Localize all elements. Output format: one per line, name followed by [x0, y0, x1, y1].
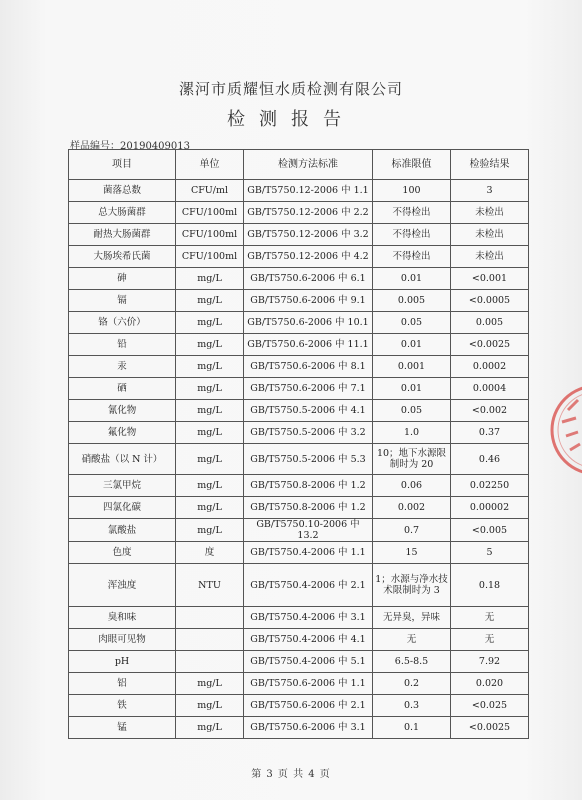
cell-result: <0.025: [451, 695, 529, 717]
cell-item: 臭和味: [69, 607, 176, 629]
table-row: [69, 224, 529, 246]
cell-method: GB/T5750.6-2006 中 2.1: [244, 695, 373, 717]
cell-limit: 1；水源与净水技术限制时为 3: [373, 564, 451, 607]
cell-limit: 0.05: [373, 400, 451, 422]
cell-item: 耐热大肠菌群: [69, 224, 176, 246]
cell-limit: 0.01: [373, 378, 451, 400]
cell-limit: 6.5-8.5: [373, 651, 451, 673]
cell-limit: 0.05: [373, 312, 451, 334]
cell-item: 铬（六价）: [69, 312, 176, 334]
cell-item: 三氯甲烷: [69, 475, 176, 497]
cell-method: GB/T5750.12-2006 中 1.1: [244, 180, 373, 202]
cell-method: GB/T5750.4-2006 中 1.1: [244, 542, 373, 564]
cell-result: 5: [451, 542, 529, 564]
cell-method: GB/T5750.12-2006 中 2.2: [244, 202, 373, 224]
cell-method: GB/T5750.12-2006 中 3.2: [244, 224, 373, 246]
cell-unit: mg/L: [176, 497, 244, 519]
cell-item: 镉: [69, 290, 176, 312]
cell-method: GB/T5750.5-2006 中 4.1: [244, 400, 373, 422]
table-row: [69, 202, 529, 224]
cell-unit: mg/L: [176, 356, 244, 378]
cell-item: 氰化物: [69, 400, 176, 422]
cell-method: GB/T5750.5-2006 中 5.3: [244, 444, 373, 475]
table-row: [69, 695, 529, 717]
cell-limit: 0.2: [373, 673, 451, 695]
cell-item: 四氯化碳: [69, 497, 176, 519]
cell-method: GB/T5750.6-2006 中 9.1: [244, 290, 373, 312]
cell-unit: mg/L: [176, 334, 244, 356]
cell-item: 铅: [69, 334, 176, 356]
cell-result: 未检出: [451, 224, 529, 246]
cell-result: <0.0005: [451, 290, 529, 312]
cell-unit: mg/L: [176, 444, 244, 475]
cell-limit: 0.3: [373, 695, 451, 717]
cell-item: 砷: [69, 268, 176, 290]
cell-unit: mg/L: [176, 695, 244, 717]
cell-result: 未检出: [451, 202, 529, 224]
table-row: [69, 290, 529, 312]
cell-limit: 0.7: [373, 519, 451, 542]
cell-method: GB/T5750.10-2006 中 13.2: [244, 519, 373, 542]
company-name: 漯河市质耀恒水质检测有限公司: [178, 80, 403, 98]
table-row: [69, 400, 529, 422]
cell-result: 0.00002: [451, 497, 529, 519]
cell-unit: mg/L: [176, 268, 244, 290]
cell-item: 浑浊度: [69, 564, 176, 607]
cell-limit: 0.06: [373, 475, 451, 497]
cell-item: pH: [69, 651, 176, 673]
cell-method: GB/T5750.8-2006 中 1.2: [244, 475, 373, 497]
table-row: [69, 334, 529, 356]
cell-item: 硝酸盐（以 N 计）: [69, 444, 176, 475]
cell-method: GB/T5750.6-2006 中 6.1: [244, 268, 373, 290]
cell-unit: mg/L: [176, 519, 244, 542]
table-row: [69, 268, 529, 290]
cell-method: GB/T5750.12-2006 中 4.2: [244, 246, 373, 268]
cell-method: GB/T5750.6-2006 中 11.1: [244, 334, 373, 356]
cell-item: 硒: [69, 378, 176, 400]
cell-result: <0.0025: [451, 334, 529, 356]
table-row: [69, 607, 529, 629]
cell-result: 0.46: [451, 444, 529, 475]
cell-limit: 100: [373, 180, 451, 202]
cell-limit: 10；地下水源限制时为 20: [373, 444, 451, 475]
cell-limit: 0.01: [373, 268, 451, 290]
cell-limit: 不得检出: [373, 246, 451, 268]
cell-item: 肉眼可见物: [69, 629, 176, 651]
cell-limit: 0.001: [373, 356, 451, 378]
cell-result: 0.18: [451, 564, 529, 607]
table-row: [69, 564, 529, 607]
cell-unit: CFU/100ml: [176, 224, 244, 246]
table-row: [69, 475, 529, 497]
cell-method: GB/T5750.4-2006 中 2.1: [244, 564, 373, 607]
cell-limit: 0.1: [373, 717, 451, 739]
table-row: [69, 497, 529, 519]
table-row: [69, 542, 529, 564]
cell-unit: mg/L: [176, 717, 244, 739]
cell-item: 大肠埃希氏菌: [69, 246, 176, 268]
cell-unit: NTU: [176, 564, 244, 607]
cell-unit: [176, 629, 244, 651]
cell-unit: mg/L: [176, 290, 244, 312]
header-limit: 标准限值: [373, 150, 451, 180]
header-method: 检测方法标准: [244, 150, 373, 180]
cell-limit: 15: [373, 542, 451, 564]
cell-result: 0.0004: [451, 378, 529, 400]
page-footer: 第 3 页 共 4 页: [251, 769, 331, 780]
table-row: [69, 519, 529, 542]
cell-limit: 1.0: [373, 422, 451, 444]
cell-limit: 0.002: [373, 497, 451, 519]
cell-method: GB/T5750.6-2006 中 3.1: [244, 717, 373, 739]
cell-method: GB/T5750.6-2006 中 8.1: [244, 356, 373, 378]
cell-unit: [176, 651, 244, 673]
cell-unit: mg/L: [176, 422, 244, 444]
cell-unit: CFU/ml: [176, 180, 244, 202]
cell-method: GB/T5750.8-2006 中 1.2: [244, 497, 373, 519]
table-row: [69, 629, 529, 651]
table-row: [69, 673, 529, 695]
table-row: [69, 378, 529, 400]
table-row: [69, 422, 529, 444]
header-unit: 单位: [176, 150, 244, 180]
cell-limit: 0.01: [373, 334, 451, 356]
cell-limit: 不得检出: [373, 202, 451, 224]
cell-method: GB/T5750.4-2006 中 4.1: [244, 629, 373, 651]
table-row: [69, 444, 529, 475]
report-title: 检测报告: [227, 109, 355, 130]
cell-result: <0.005: [451, 519, 529, 542]
cell-limit: 不得检出: [373, 224, 451, 246]
table-row: [69, 312, 529, 334]
cell-item: 铁: [69, 695, 176, 717]
cell-unit: [176, 607, 244, 629]
cell-result: 7.92: [451, 651, 529, 673]
cell-method: GB/T5750.4-2006 中 5.1: [244, 651, 373, 673]
cell-result: 3: [451, 180, 529, 202]
sample-number: 样品编号：20190409013: [70, 141, 190, 152]
cell-result: 0.37: [451, 422, 529, 444]
cell-result: <0.0025: [451, 717, 529, 739]
table-row: [69, 651, 529, 673]
cell-unit: mg/L: [176, 312, 244, 334]
cell-unit: CFU/100ml: [176, 202, 244, 224]
header-result: 检验结果: [451, 150, 529, 180]
cell-limit: 0.005: [373, 290, 451, 312]
header-item: 项目: [69, 150, 176, 180]
cell-method: GB/T5750.4-2006 中 3.1: [244, 607, 373, 629]
cell-unit: 度: [176, 542, 244, 564]
results-table: [68, 149, 529, 739]
table-header-row: [69, 150, 529, 180]
cell-method: GB/T5750.5-2006 中 3.2: [244, 422, 373, 444]
cell-result: 0.020: [451, 673, 529, 695]
company-seal: [548, 370, 582, 490]
cell-result: <0.001: [451, 268, 529, 290]
cell-item: 氟化物: [69, 422, 176, 444]
cell-result: 0.02250: [451, 475, 529, 497]
cell-item: 总大肠菌群: [69, 202, 176, 224]
cell-result: <0.002: [451, 400, 529, 422]
cell-unit: CFU/100ml: [176, 246, 244, 268]
cell-unit: mg/L: [176, 378, 244, 400]
cell-method: GB/T5750.6-2006 中 10.1: [244, 312, 373, 334]
cell-unit: mg/L: [176, 475, 244, 497]
cell-unit: mg/L: [176, 673, 244, 695]
cell-unit: mg/L: [176, 400, 244, 422]
cell-method: GB/T5750.6-2006 中 1.1: [244, 673, 373, 695]
cell-item: 锰: [69, 717, 176, 739]
cell-result: 未检出: [451, 246, 529, 268]
cell-result: 无: [451, 607, 529, 629]
cell-limit: 无: [373, 629, 451, 651]
table-row: [69, 246, 529, 268]
table-row: [69, 717, 529, 739]
cell-item: 汞: [69, 356, 176, 378]
cell-method: GB/T5750.6-2006 中 7.1: [244, 378, 373, 400]
table-row: [69, 180, 529, 202]
cell-item: 菌落总数: [69, 180, 176, 202]
cell-item: 铝: [69, 673, 176, 695]
cell-result: 0.0002: [451, 356, 529, 378]
cell-result: 0.005: [451, 312, 529, 334]
table-row: [69, 356, 529, 378]
cell-item: 色度: [69, 542, 176, 564]
cell-item: 氯酸盐: [69, 519, 176, 542]
cell-limit: 无异臭，异味: [373, 607, 451, 629]
cell-result: 无: [451, 629, 529, 651]
